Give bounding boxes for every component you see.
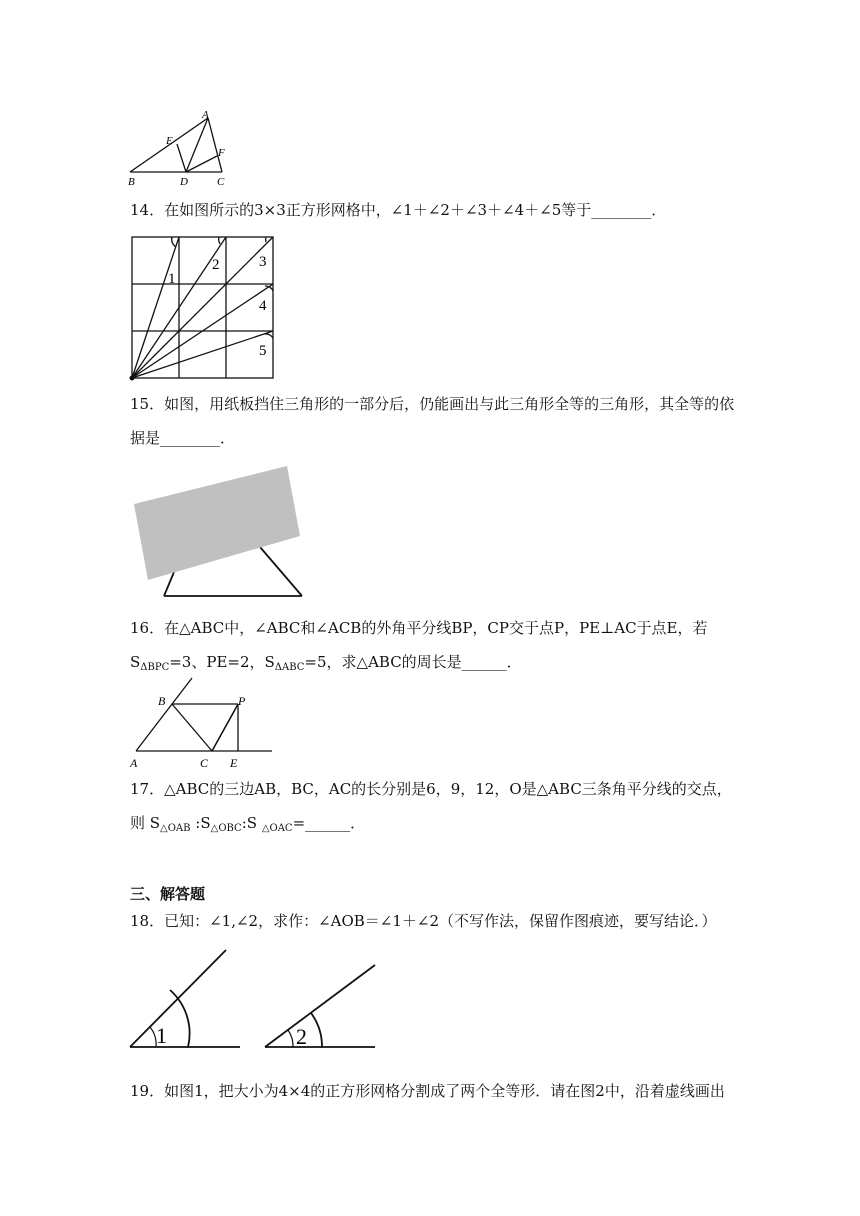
- label-B: B: [158, 694, 166, 708]
- q18-text: 18．已知：∠1,∠2，求作：∠AOB＝∠1＋∠2（不写作法，保留作图痕迹，要写结论．）: [130, 912, 717, 930]
- label-C: C: [217, 176, 225, 188]
- angle1-label: 1: [156, 1023, 167, 1048]
- q18-angle1-figure: [126, 948, 246, 1064]
- label-C: C: [200, 756, 209, 770]
- q17-text-line2: 则 $S_{\triangle OAB}$ $:S_{\triangle OBC}:S$ $_{\triangle OAC}$=______．: [130, 814, 366, 834]
- angle-label-4: 4: [259, 298, 267, 314]
- angle2-label: 2: [296, 1024, 307, 1049]
- label-A: A: [130, 756, 138, 770]
- q15-cardboard-figure: [130, 462, 310, 602]
- q14-grid-figure: [128, 233, 280, 381]
- angle-label-1: 1: [168, 271, 176, 287]
- label-B: B: [128, 176, 135, 188]
- q16-text-line2: $S_{\Delta BPC}=3$、PE=2，$S_{\Delta ABC}=5$，求△ABC的周长是______．: [130, 653, 522, 673]
- q17-text-line1: 17．△ABC的三边AB，BC，AC的长分别是6，9，12，O是△ABC三条角平分线的交点，: [130, 780, 732, 798]
- label-P: P: [238, 694, 246, 708]
- q14-text: 14．在如图所示的3×3正方形网格中，∠1＋∠2＋∠3＋∠4＋∠5等于________．: [130, 201, 667, 219]
- q18-angle2-figure: [262, 960, 382, 1056]
- angle-label-3: 3: [259, 254, 267, 270]
- angle-label-5: 5: [259, 343, 267, 359]
- q15-text-line1: 15．如图，用纸板挡住三角形的一部分后，仍能画出与此三角形全等的三角形，其全等的依: [130, 395, 735, 413]
- q16-triangle-figure: [128, 676, 278, 772]
- q16-text-line1: 16．在△ABC中，∠ABC和∠ACB的外角平分线BP，CP交于点P，PE⊥AC于点E，若: [130, 619, 708, 637]
- cardboard: [134, 466, 300, 580]
- label-A: A: [202, 109, 209, 121]
- label-F: F: [218, 147, 225, 159]
- angle-label-2: 2: [212, 257, 220, 273]
- section-heading: 三、解答题: [130, 885, 206, 903]
- label-E: E: [166, 135, 173, 147]
- q19-text: 19．如图1，把大小为4×4的正方形网格分割成了两个全等形．请在图2中，沿着虚线画出: [130, 1082, 725, 1100]
- q15-text-line2: 据是________．: [130, 429, 236, 447]
- label-D: D: [180, 176, 188, 188]
- label-E: E: [230, 756, 238, 770]
- q13-triangle-figure: [120, 108, 250, 190]
